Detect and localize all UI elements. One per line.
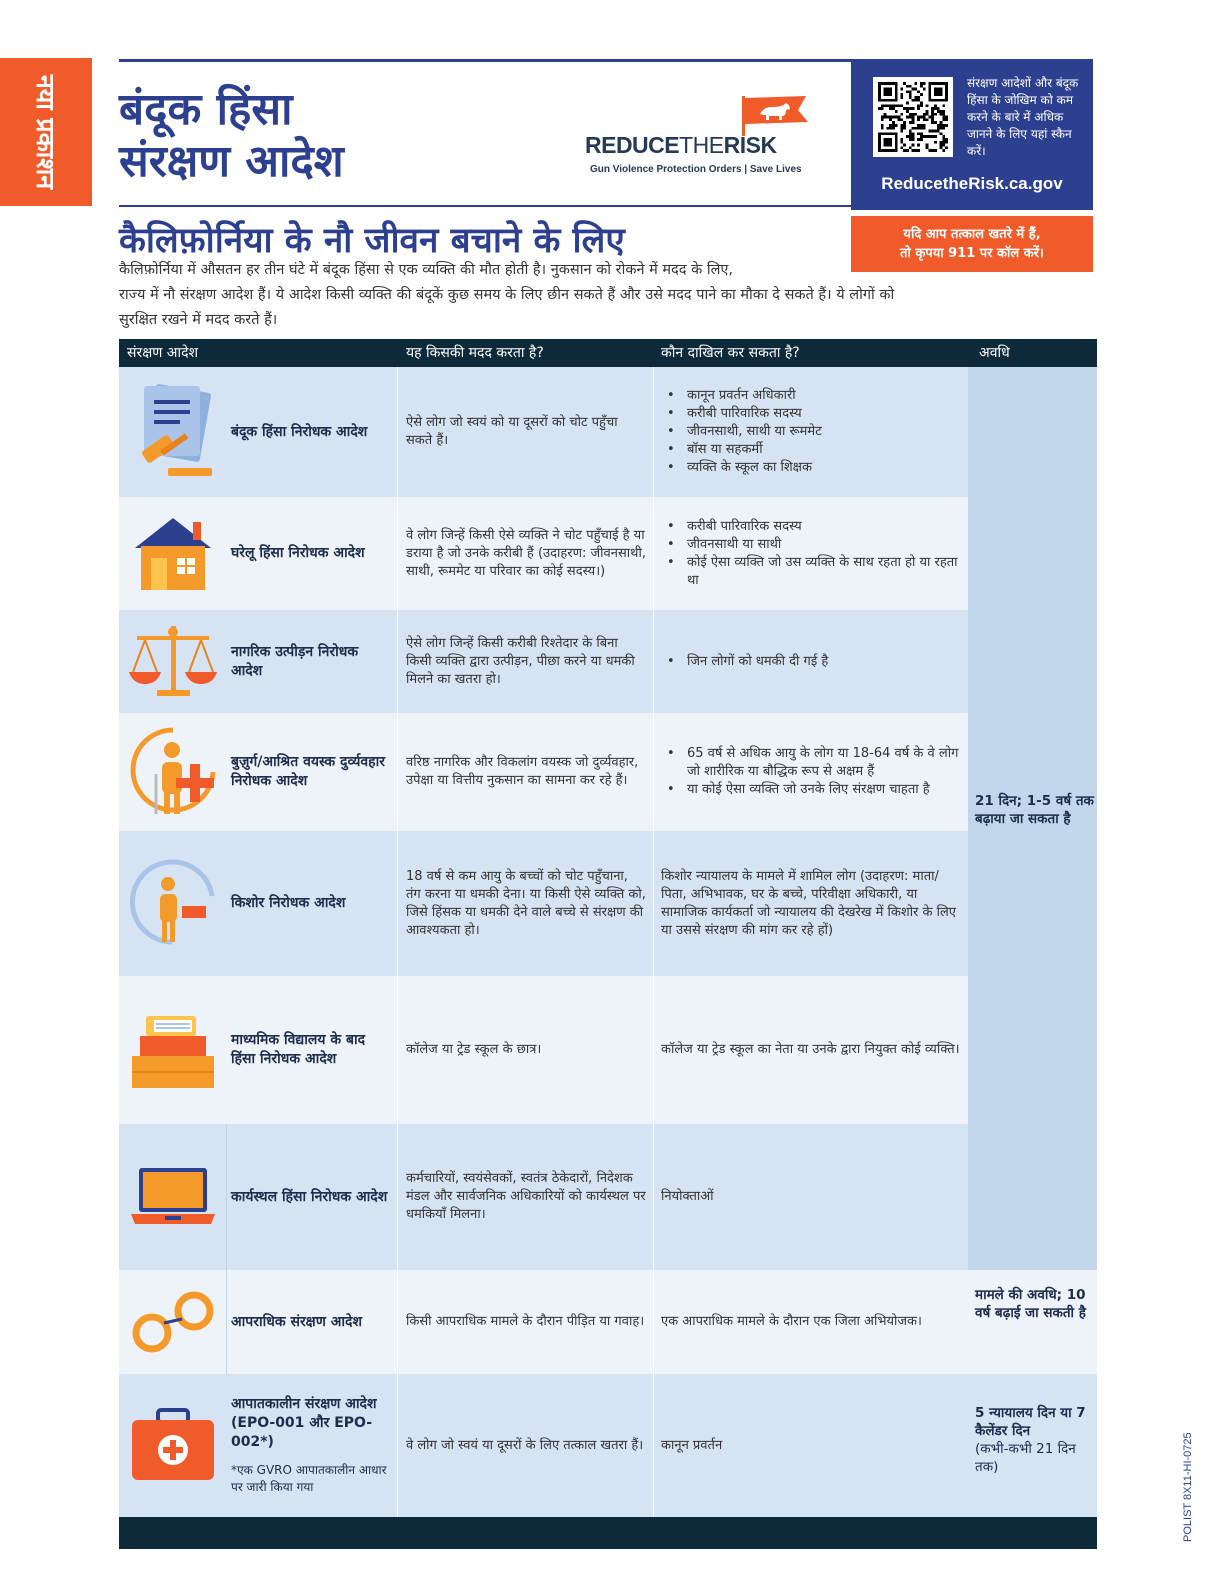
who-files: कॉलेज या ट्रेड स्कूल का नेता या उनके द्वारा नियुक्त कोई व्यक्ति। <box>661 1042 960 1057</box>
side-tab-new-publication <box>0 58 92 206</box>
emergency-line-2: तो कृपया 911 पर कॉल करें। <box>900 246 1044 261</box>
order-name: बुज़ुर्ग/आश्रित वयस्क दुर्व्यवहार निरोधक आदेश <box>231 754 385 789</box>
filer-item: • जिन लोगों को धमकी दी गई है <box>661 653 828 671</box>
title-line-1: बंदूक हिंसा <box>119 84 293 135</box>
duration-criminal: मामले की अवधि; 10 वर्ष बढ़ाई जा सकती है <box>975 1287 1086 1321</box>
who-helps: किसी आपराधिक मामले के दौरान पीड़ित या गवाह। <box>406 1314 645 1329</box>
table-row <box>119 367 968 497</box>
order-name: आपातकालीन संरक्षण आदेश (EPO-001 और EPO-002*) <box>231 1396 377 1450</box>
who-files <box>661 610 961 713</box>
who-files: नियोक्ताओं <box>661 1189 714 1204</box>
who-helps: ऐसे लोग जिन्हें किसी करीबी रिश्तेदार के बिना किसी व्यक्ति द्वारा उत्पीड़न, पीछा करने या धमकी मिलने का खतरा हो। <box>406 635 635 687</box>
duration-shared: 21 दिन; 1-5 वर्ष तक बढ़ाया जा सकता है <box>975 793 1094 827</box>
scales-icon <box>125 610 221 713</box>
order-name: बंदूक हिंसा निरोधक आदेश <box>231 423 368 440</box>
books-icon <box>125 976 221 1124</box>
table-row <box>119 1270 1097 1374</box>
who-helps: 18 वर्ष से कम आयु के बच्चों को चोट पहुँचाना, तंग करना या धमकी देना। या किसी ऐसे व्यक्ति को, जिसे हिंसक या धमकी देने वाले बच्चे से संरक्षण की आवश्यकता हो। <box>406 868 646 938</box>
duration-emergency <box>975 1404 1095 1476</box>
table-row <box>119 713 968 831</box>
emergency-line-1: यदि आप तत्काल खतरे में हैं, <box>903 227 1041 242</box>
who-files <box>661 713 961 831</box>
qr-panel <box>851 62 1093 207</box>
filer-item: • बॉस या सहकर्मी <box>661 441 822 459</box>
column-divider <box>397 367 398 1517</box>
table-footer-bar <box>119 1517 1097 1549</box>
filer-item: • करीबी पारिवारिक सदस्य <box>661 405 822 423</box>
who-helps: वे लोग जो स्वयं या दूसरों के लिए तत्काल खतरा हैं। <box>406 1437 644 1453</box>
order-name: किशोर निरोधक आदेश <box>231 895 346 911</box>
gavel-document-icon <box>125 367 221 497</box>
website-link[interactable]: ReducetheRisk.ca.gov <box>881 174 1063 193</box>
header-mid-rule <box>119 205 851 207</box>
qr-bottom-rule <box>851 207 1093 210</box>
juvenile-person-icon <box>125 831 221 976</box>
first-aid-kit-icon <box>125 1374 221 1517</box>
filer-item: • 65 वर्ष से अधिक आयु के लोग या 18-64 वर्ष के वे लोग जो शारीरिक या बौद्धिक रूप से अक्षम हैं <box>661 745 961 781</box>
filer-item: • करीबी पारिवारिक सदस्य <box>661 518 961 536</box>
header-duration: अवधि <box>979 345 1010 361</box>
intro-paragraph <box>119 258 1059 333</box>
duration-emergency-note: (कभी-कभी 21 दिन तक) <box>975 1441 1076 1475</box>
table-row <box>119 1124 968 1270</box>
order-name: माध्यमिक विद्यालय के बाद हिंसा निरोधक आदेश <box>231 1032 366 1067</box>
qr-code-icon <box>878 82 948 152</box>
who-files <box>661 367 961 497</box>
order-name: नागरिक उत्पीड़न निरोधक आदेश <box>231 643 359 679</box>
table-row <box>119 831 968 976</box>
filer-item: • या कोई ऐसा व्यक्ति जो उनके लिए संरक्षण चाहता है <box>661 781 961 799</box>
intro-line-3: सुरक्षित रखने में मदद करते हैं। <box>119 312 278 328</box>
handcuffs-icon <box>125 1270 221 1374</box>
header-order: संरक्षण आदेश <box>127 345 199 361</box>
logo-tagline: Gun Violence Protection Orders | Save Lives <box>590 164 802 175</box>
who-helps: कर्मचारियों, स्वयंसेवकों, स्वतंत्र ठेकेदारों, निदेशक मंडल और सार्वजनिक अधिकारियों को कार्यस्थल पर धमकियाँ मिलना। <box>406 1171 646 1222</box>
header-who-files: कौन दाखिल कर सकता है? <box>661 345 800 361</box>
intro-line-2: राज्य में नौ संरक्षण आदेश हैं। ये आदेश किसी व्यक्ति की बंदूकें कुछ समय के लिए छीन सकते हैं और उसे मदद पाने का मौका दे सकते हैं। ये लोगों को <box>119 287 895 303</box>
who-helps: वे लोग जिन्हें किसी ऐसे व्यक्ति ने चोट पहुँचाई है या डराया है जो उनके करीबी हैं (उदाहरण: जीवनसाथी, साथी, रूममेट या परिवार का कोई सदस्य।) <box>406 527 646 579</box>
document-code: POLIST 8X11-HI-0725 <box>1182 1432 1194 1542</box>
side-tab-label: नया प्रकाशन <box>31 74 60 190</box>
filer-item: • कोई ऐसा व्यक्ति जो उस व्यक्ति के साथ रहता हो या रहता था <box>661 554 961 590</box>
title-line-2: संरक्षण आदेश <box>119 136 344 187</box>
order-name: कार्यस्थल हिंसा निरोधक आदेश <box>231 1188 388 1205</box>
who-helps: वरिष्ठ नागरिक और विकलांग वयस्क जो दुर्व्यवहार, उपेक्षा या वित्तीय नुकसान का सामना कर रहे हैं। <box>406 755 639 788</box>
who-files: कानून प्रवर्तन <box>661 1437 723 1453</box>
table-row <box>119 1374 1097 1517</box>
table-row <box>119 497 968 610</box>
who-files <box>661 497 961 610</box>
filer-item: • व्यक्ति के स्कूल का शिक्षक <box>661 459 822 477</box>
order-footnote: *एक GVRO आपातकालीन आधार पर जारी किया गया <box>231 1463 387 1494</box>
laptop-icon <box>125 1124 221 1270</box>
order-name: घरेलू हिंसा निरोधक आदेश <box>231 545 365 561</box>
icon-column-divider <box>226 1124 227 1374</box>
filer-item: • कानून प्रवर्तन अधिकारी <box>661 387 822 405</box>
who-helps: कॉलेज या ट्रेड स्कूल के छात्र। <box>406 1042 542 1057</box>
qr-code[interactable] <box>873 77 953 157</box>
who-files: एक आपराधिक मामले के दौरान एक जिला अभियोजक। <box>661 1314 922 1329</box>
order-name: आपराधिक संरक्षण आदेश <box>231 1313 362 1330</box>
table-row <box>119 976 968 1124</box>
elder-person-icon <box>125 713 221 831</box>
column-divider <box>653 367 654 1517</box>
table-header <box>119 339 1097 367</box>
page-subtitle: कैलिफ़ोर्निया के नौ जीवन बचाने के लिए <box>119 221 625 261</box>
intro-line-1: कैलिफ़ोर्निया में औसतन हर तीन घंटे में बंदूक हिंसा से एक व्यक्ति की मौत होती है। नुकसान को रोकने में मदद के लिए, <box>119 262 734 278</box>
who-helps: ऐसे लोग जो स्वयं को या दूसरों को चोट पहुँचा सकते हैं। <box>406 415 618 448</box>
logo-wordmark: REDUCETHERISK <box>585 132 777 158</box>
flag-bear-icon <box>740 92 820 136</box>
reduce-the-risk-logo <box>580 92 840 182</box>
header-who-helps: यह किसकी मदद करता है? <box>406 345 544 361</box>
duration-emergency-main: 5 न्यायालय दिन या 7 कैलेंडर दिन <box>975 1405 1086 1439</box>
page-title <box>119 84 559 188</box>
filer-item: • जीवनसाथी या साथी <box>661 536 961 554</box>
qr-instructions: संरक्षण आदेशों और बंदूक हिंसा के जोखिम को कम करने के बारे में अधिक जानने के लिए यहां स्कैन करें। <box>967 76 1079 158</box>
order-name-block <box>231 1374 391 1517</box>
filer-item: • जीवनसाथी, साथी या रूममेट <box>661 423 822 441</box>
table-row <box>119 610 968 713</box>
who-files: किशोर न्यायालय के मामले में शामिल लोग (उदाहरण: माता/पिता, अभिभावक, घर के बच्चे, परिवीक्षा अधिकारी, या सामाजिक कार्यकर्ता जो न्यायालय की देखरेख में किशोर के लिए या उससे संरक्षण की मांग कर रहे हों) <box>661 868 956 938</box>
house-icon <box>125 497 221 610</box>
